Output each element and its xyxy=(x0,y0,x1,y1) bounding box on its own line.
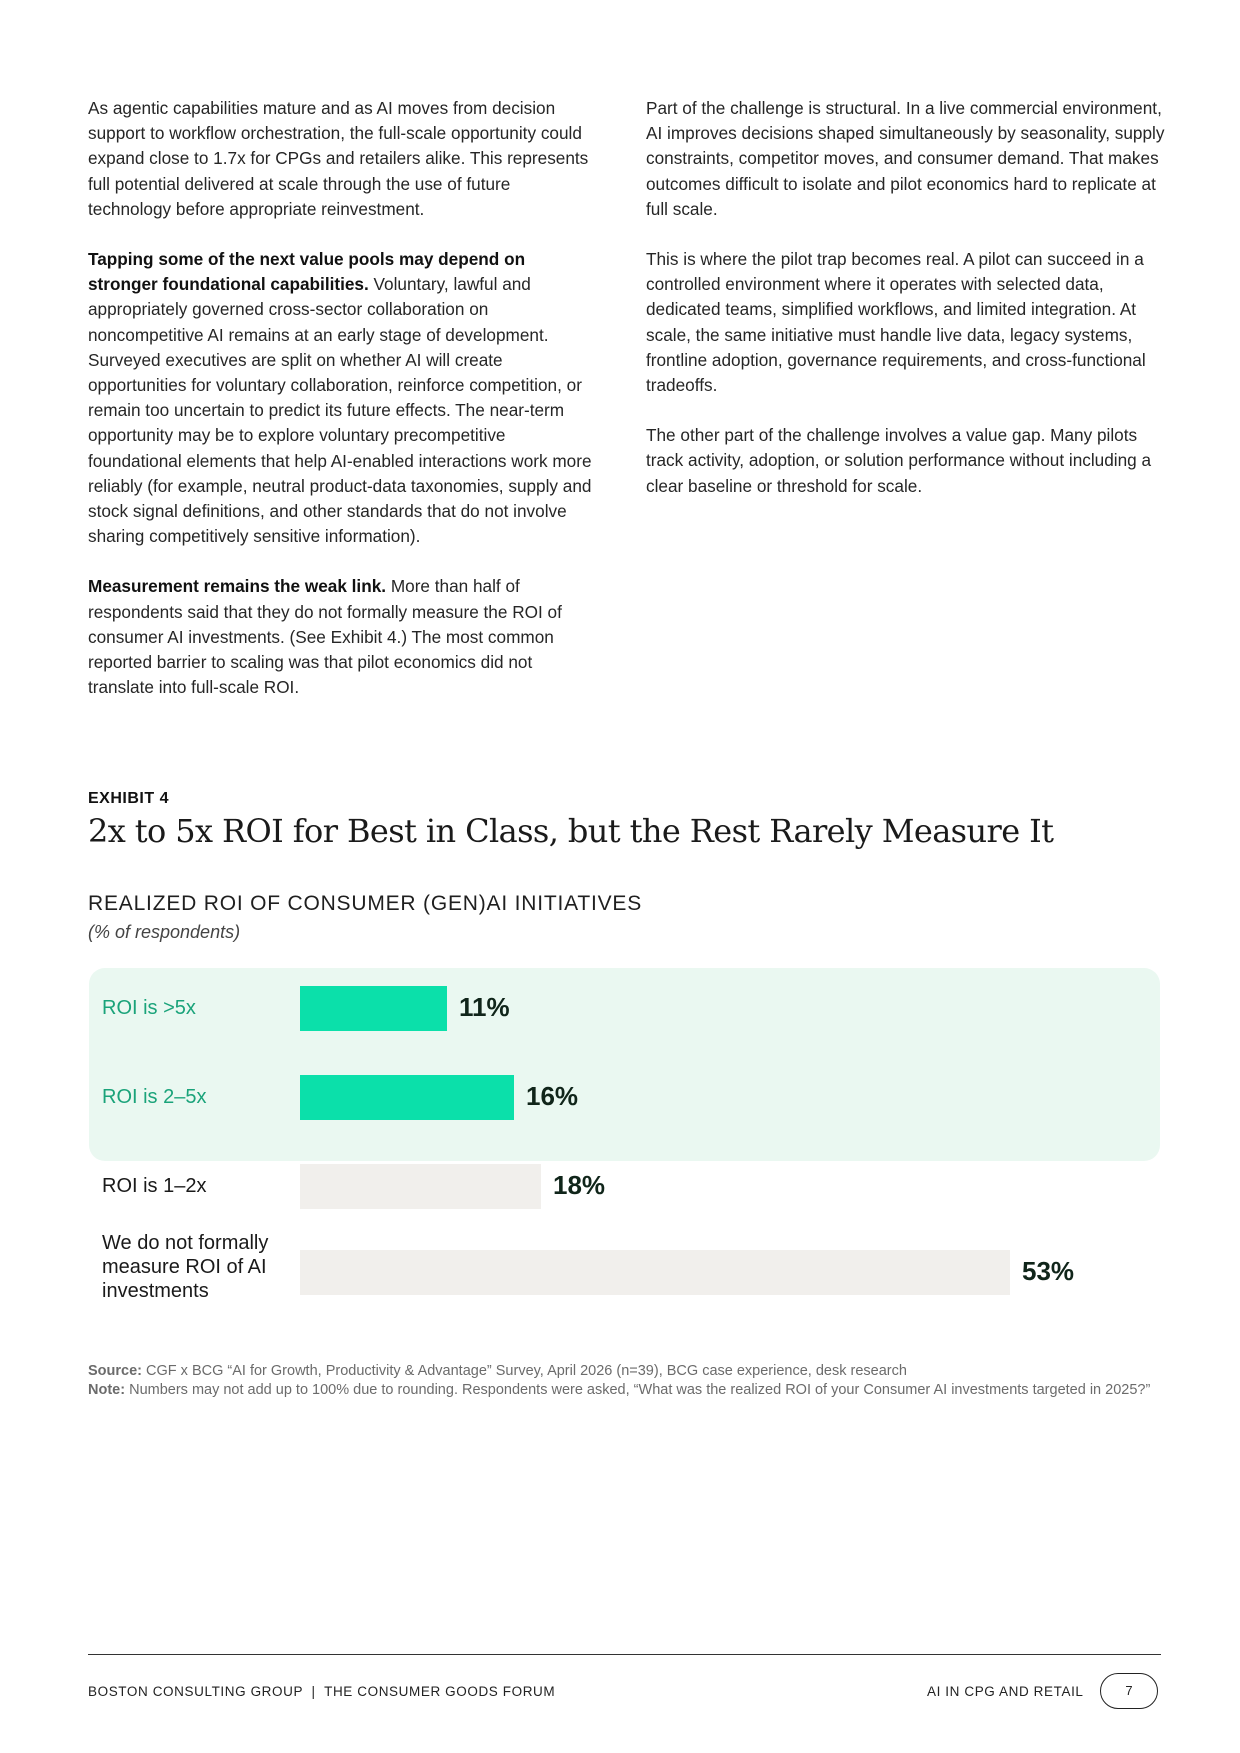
bar xyxy=(300,1075,514,1120)
chart-title: REALIZED ROI OF CONSUMER (GEN)AI INITIATIVES xyxy=(88,892,643,915)
footer-report-title: AI IN CPG AND RETAIL xyxy=(927,1684,1084,1699)
paragraph-body: More than half of respondents said that they do not formally measure the ROI of consumer AI investments. (See Exhibit 4.) The most common reported barrier to scaling was that pilot economics did not translate into full-scale ROI. xyxy=(88,576,562,698)
body-paragraph: As agentic capabilities mature and as AI moves from decision support to workflow orchestration, the full-scale opportunity could expand close to 1.7x for CPGs and retailers alike. This represents full potential delivered at scale through the use of future technology before appropriate reinvestment. xyxy=(88,98,589,219)
bar xyxy=(300,1164,541,1209)
bar-value-label: 53% xyxy=(1022,1256,1075,1286)
body-paragraph: This is where the pilot trap becomes real. A pilot can succeed in a controlled environment where it operates with selected data, dedicated teams, simplified workflows, and limited integration. At scale, the same initiative must handle live data, legacy systems, frontline adoption, governance requirements, and cross-functional tradeoffs. xyxy=(646,249,1146,396)
right-text-column xyxy=(646,96,1166,524)
paragraph-body: Voluntary, lawful and appropriately governed cross-sector collaboration on noncompetitive AI remains at an early stage of development. Surveyed executives are split on whether AI will create opportunities for voluntary collaboration, reinforce competition, or remain too uncertain to predict its future effects. The near-term opportunity may be to explore voluntary precompetitive foundational elements that help AI-enabled interactions work more reliably (for example, neutral product-data taxonomies, supply and stock signal definitions, and other standards that do not involve sharing competitively sensitive information). xyxy=(88,274,592,547)
exhibit-title: 2x to 5x ROI for Best in Class, but the Rest Rarely Measure It xyxy=(88,812,1054,850)
chart-highlight-panel xyxy=(89,968,1160,1161)
bar xyxy=(300,986,447,1031)
body-paragraph xyxy=(88,247,598,549)
left-text-column xyxy=(88,96,598,725)
body-paragraph: Part of the challenge is structural. In a live commercial environment, AI improves decisions shaped simultaneously by seasonality, supply constraints, competitor moves, and consumer demand. That makes outcomes difficult to isolate and pilot economics hard to replicate at full scale. xyxy=(646,98,1165,219)
lead-in-bold: Measurement remains the weak link. xyxy=(88,576,387,597)
lead-in-bold: Tapping some of the next value pools may depend on stronger foundational capabilities. xyxy=(88,249,526,295)
chart-subtitle: (% of respondents) xyxy=(88,922,241,942)
bar-category-label: ROI is 2–5x xyxy=(102,1086,207,1108)
bar-category-label: We do not formally measure ROI of AI investments xyxy=(102,1232,269,1302)
footer-divider xyxy=(88,1654,1161,1655)
bar-value-label: 16% xyxy=(526,1081,579,1111)
note-text: Numbers may not add up to 100% due to rounding. Respondents were asked, “What was the realized ROI of your Consumer AI investments targeted in 2025?” xyxy=(125,1382,1151,1398)
body-paragraph: The other part of the challenge involves a value gap. Many pilots track activity, adoption, or solution performance without including a clear baseline or threshold for scale. xyxy=(646,425,1152,496)
bar xyxy=(300,1250,1010,1295)
source-line xyxy=(88,1362,1163,1381)
body-paragraph xyxy=(88,574,598,700)
exhibit-label: EXHIBIT 4 xyxy=(88,790,169,807)
bar-value-label: 18% xyxy=(553,1170,606,1200)
source-text: CGF x BCG “AI for Growth, Productivity & Advantage” Survey, April 2026 (n=39), BCG case experience, desk research xyxy=(142,1363,907,1379)
source-label: Source: xyxy=(88,1363,142,1379)
footer-publisher: BOSTON CONSULTING GROUP | THE CONSUMER GOODS FORUM xyxy=(88,1684,556,1699)
note-label: Note: xyxy=(88,1382,126,1398)
note-line xyxy=(88,1381,1163,1400)
bar-value-label: 11% xyxy=(459,992,510,1022)
page-number: 7 xyxy=(1100,1673,1158,1709)
bar-category-label: ROI is >5x xyxy=(102,997,196,1019)
bar-category-label: ROI is 1–2x xyxy=(102,1175,207,1197)
source-notes xyxy=(88,1362,1163,1400)
